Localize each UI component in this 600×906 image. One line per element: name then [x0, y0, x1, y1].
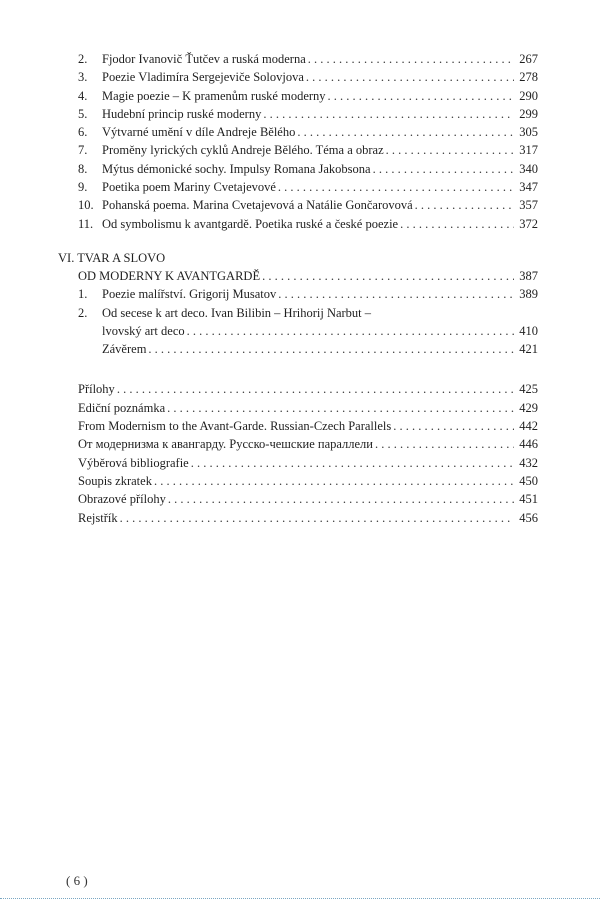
dot-leader [373, 160, 514, 178]
dot-leader [120, 509, 514, 527]
toc-entry-title: From Modernism to the Avant-Garde. Russian-Czech Parallels [78, 419, 392, 434]
section-heading: VI. TVAR A SLOVO [58, 250, 166, 265]
toc-entry-title: Výtvarné umění v díle Andreje Bělého [102, 125, 296, 140]
toc-entry [78, 380, 538, 398]
dot-leader [168, 490, 514, 508]
dot-leader [148, 340, 514, 358]
toc-entry-title: Proměny lyrických cyklů Andreje Bělého. Téma a obraz [102, 143, 384, 158]
toc-entry-title: Poezie malířství. Grigorij Musatov [102, 287, 277, 302]
dot-leader [187, 322, 514, 340]
toc-entry-title: Poezie Vladimíra Sergejeviče Solovjova [102, 70, 304, 85]
dot-leader [375, 435, 514, 453]
toc-entry-number: 7. [78, 143, 88, 158]
toc-entry [78, 304, 538, 322]
toc-entry-number: 2. [78, 52, 88, 66]
dot-leader [393, 417, 514, 435]
toc-entry-number: 2. [78, 305, 88, 320]
toc-entry [78, 141, 538, 159]
toc-entry-page: 389 [519, 287, 538, 302]
toc-entry [78, 399, 538, 417]
toc-entry-page: 450 [519, 473, 538, 488]
toc-entry [78, 50, 538, 68]
toc-entry-number: 5. [78, 106, 88, 121]
toc-entry-continuation [78, 322, 538, 340]
section-heading-line-2 [78, 267, 538, 285]
toc-entry-page: 299 [519, 106, 538, 121]
dot-leader [415, 196, 514, 214]
toc-entry-title: Výběrová bibliografie [78, 455, 189, 470]
toc-entry [78, 472, 538, 490]
toc-entry [78, 178, 538, 196]
section-heading-page: 387 [519, 268, 538, 283]
toc-entry-page: 446 [519, 437, 538, 452]
toc-entry [78, 435, 538, 453]
toc-entry-title: Magie poezie – K pramenům ruské moderny [102, 88, 326, 103]
toc-entry [78, 68, 538, 86]
toc-entry [78, 196, 538, 214]
dot-leader [263, 105, 514, 123]
dot-leader [278, 178, 514, 196]
toc-entry [78, 123, 538, 141]
dot-leader [386, 141, 514, 159]
toc-entry-title: Přílohy [78, 382, 115, 397]
toc-entry [78, 215, 538, 233]
dot-leader [400, 215, 514, 233]
section-heading-title: OD MODERNY K AVANTGARDĚ [78, 268, 261, 283]
toc-entry [78, 160, 538, 178]
toc-entry-page: 278 [519, 70, 538, 85]
toc-entry-page: 347 [519, 180, 538, 195]
toc-entry-page: 372 [519, 216, 538, 231]
dot-leader [117, 380, 514, 398]
toc-entry [78, 454, 538, 472]
page-bottom-rule [0, 898, 600, 899]
toc-entry-title: Fjodor Ivanovič Ťutčev a ruská moderna [102, 52, 306, 66]
toc-entry-number: 9. [78, 180, 88, 195]
toc-entry-title: Poetika poem Mariny Cvetajevové [102, 180, 276, 195]
dot-leader [191, 454, 514, 472]
toc-entry-page: 432 [519, 455, 538, 470]
toc-entry [78, 340, 538, 358]
toc-entry-page: 425 [519, 382, 538, 397]
toc-entry-number: 3. [78, 70, 88, 85]
dot-leader [167, 399, 514, 417]
toc-entry [78, 509, 538, 527]
toc-entry-number: 4. [78, 88, 88, 103]
toc-entry-page: 305 [519, 125, 538, 140]
toc-entry-title: Od secese k art deco. Ivan Bilibin – Hrihorij Narbut – [102, 305, 372, 320]
toc-entry-page: 421 [519, 342, 538, 357]
dot-leader [306, 68, 514, 86]
toc-entry-page: 456 [519, 510, 538, 525]
toc-part-1 [78, 50, 538, 233]
toc-entry [78, 105, 538, 123]
table-of-contents [58, 50, 538, 527]
toc-entry-title: Závěrem [102, 342, 147, 357]
dot-leader [262, 267, 514, 285]
toc-entry-page: 290 [519, 88, 538, 103]
toc-entry-page: 451 [519, 492, 538, 507]
toc-entry-title: Mýtus démonické sochy. Impulsy Romana Jakobsona [102, 161, 371, 176]
toc-entry [78, 490, 538, 508]
page-number: ( 6 ) [66, 873, 88, 888]
toc-entry-number: 1. [78, 287, 88, 302]
dot-leader [328, 87, 514, 105]
toc-entry-title: От модернизма к авангарду. Русско-чешские параллели [78, 437, 373, 452]
toc-entry-title: Soupis zkratek [78, 473, 152, 488]
toc-entry-page: 410 [519, 323, 538, 338]
toc-entry-title: Pohanská poema. Marina Cvetajevová a Natálie Gončarovová [102, 198, 413, 213]
toc-entry-page: 442 [519, 419, 538, 434]
dot-leader [154, 472, 514, 490]
toc-entry-page: 429 [519, 400, 538, 415]
toc-entry-title: Rejstřík [78, 510, 118, 525]
dot-leader [278, 285, 514, 303]
toc-entry [78, 87, 538, 105]
toc-appendix [78, 380, 538, 526]
toc-entry-number: 11. [78, 216, 94, 231]
toc-entry-title: Ediční poznámka [78, 400, 166, 415]
toc-entry-page: 317 [519, 143, 538, 158]
toc-entry-number: 6. [78, 125, 88, 140]
toc-entry-title: lvovský art deco [102, 323, 185, 338]
toc-entry-number: 8. [78, 161, 88, 176]
toc-entry-title: Hudební princip ruské moderny [102, 106, 262, 121]
toc-entry-page: 357 [519, 198, 538, 213]
toc-entry-number: 10. [78, 198, 94, 213]
dot-leader [297, 123, 514, 141]
toc-entry-page: 267 [519, 52, 538, 66]
toc-entry [78, 285, 538, 303]
toc-entry-page: 340 [519, 161, 538, 176]
toc-entry [78, 417, 538, 435]
toc-entry-title: Obrazové přílohy [78, 492, 166, 507]
dot-leader [308, 50, 514, 68]
toc-section-vi [58, 249, 538, 358]
toc-entry-title: Od symbolismu k avantgardě. Poetika ruské a české poezie [102, 216, 399, 231]
